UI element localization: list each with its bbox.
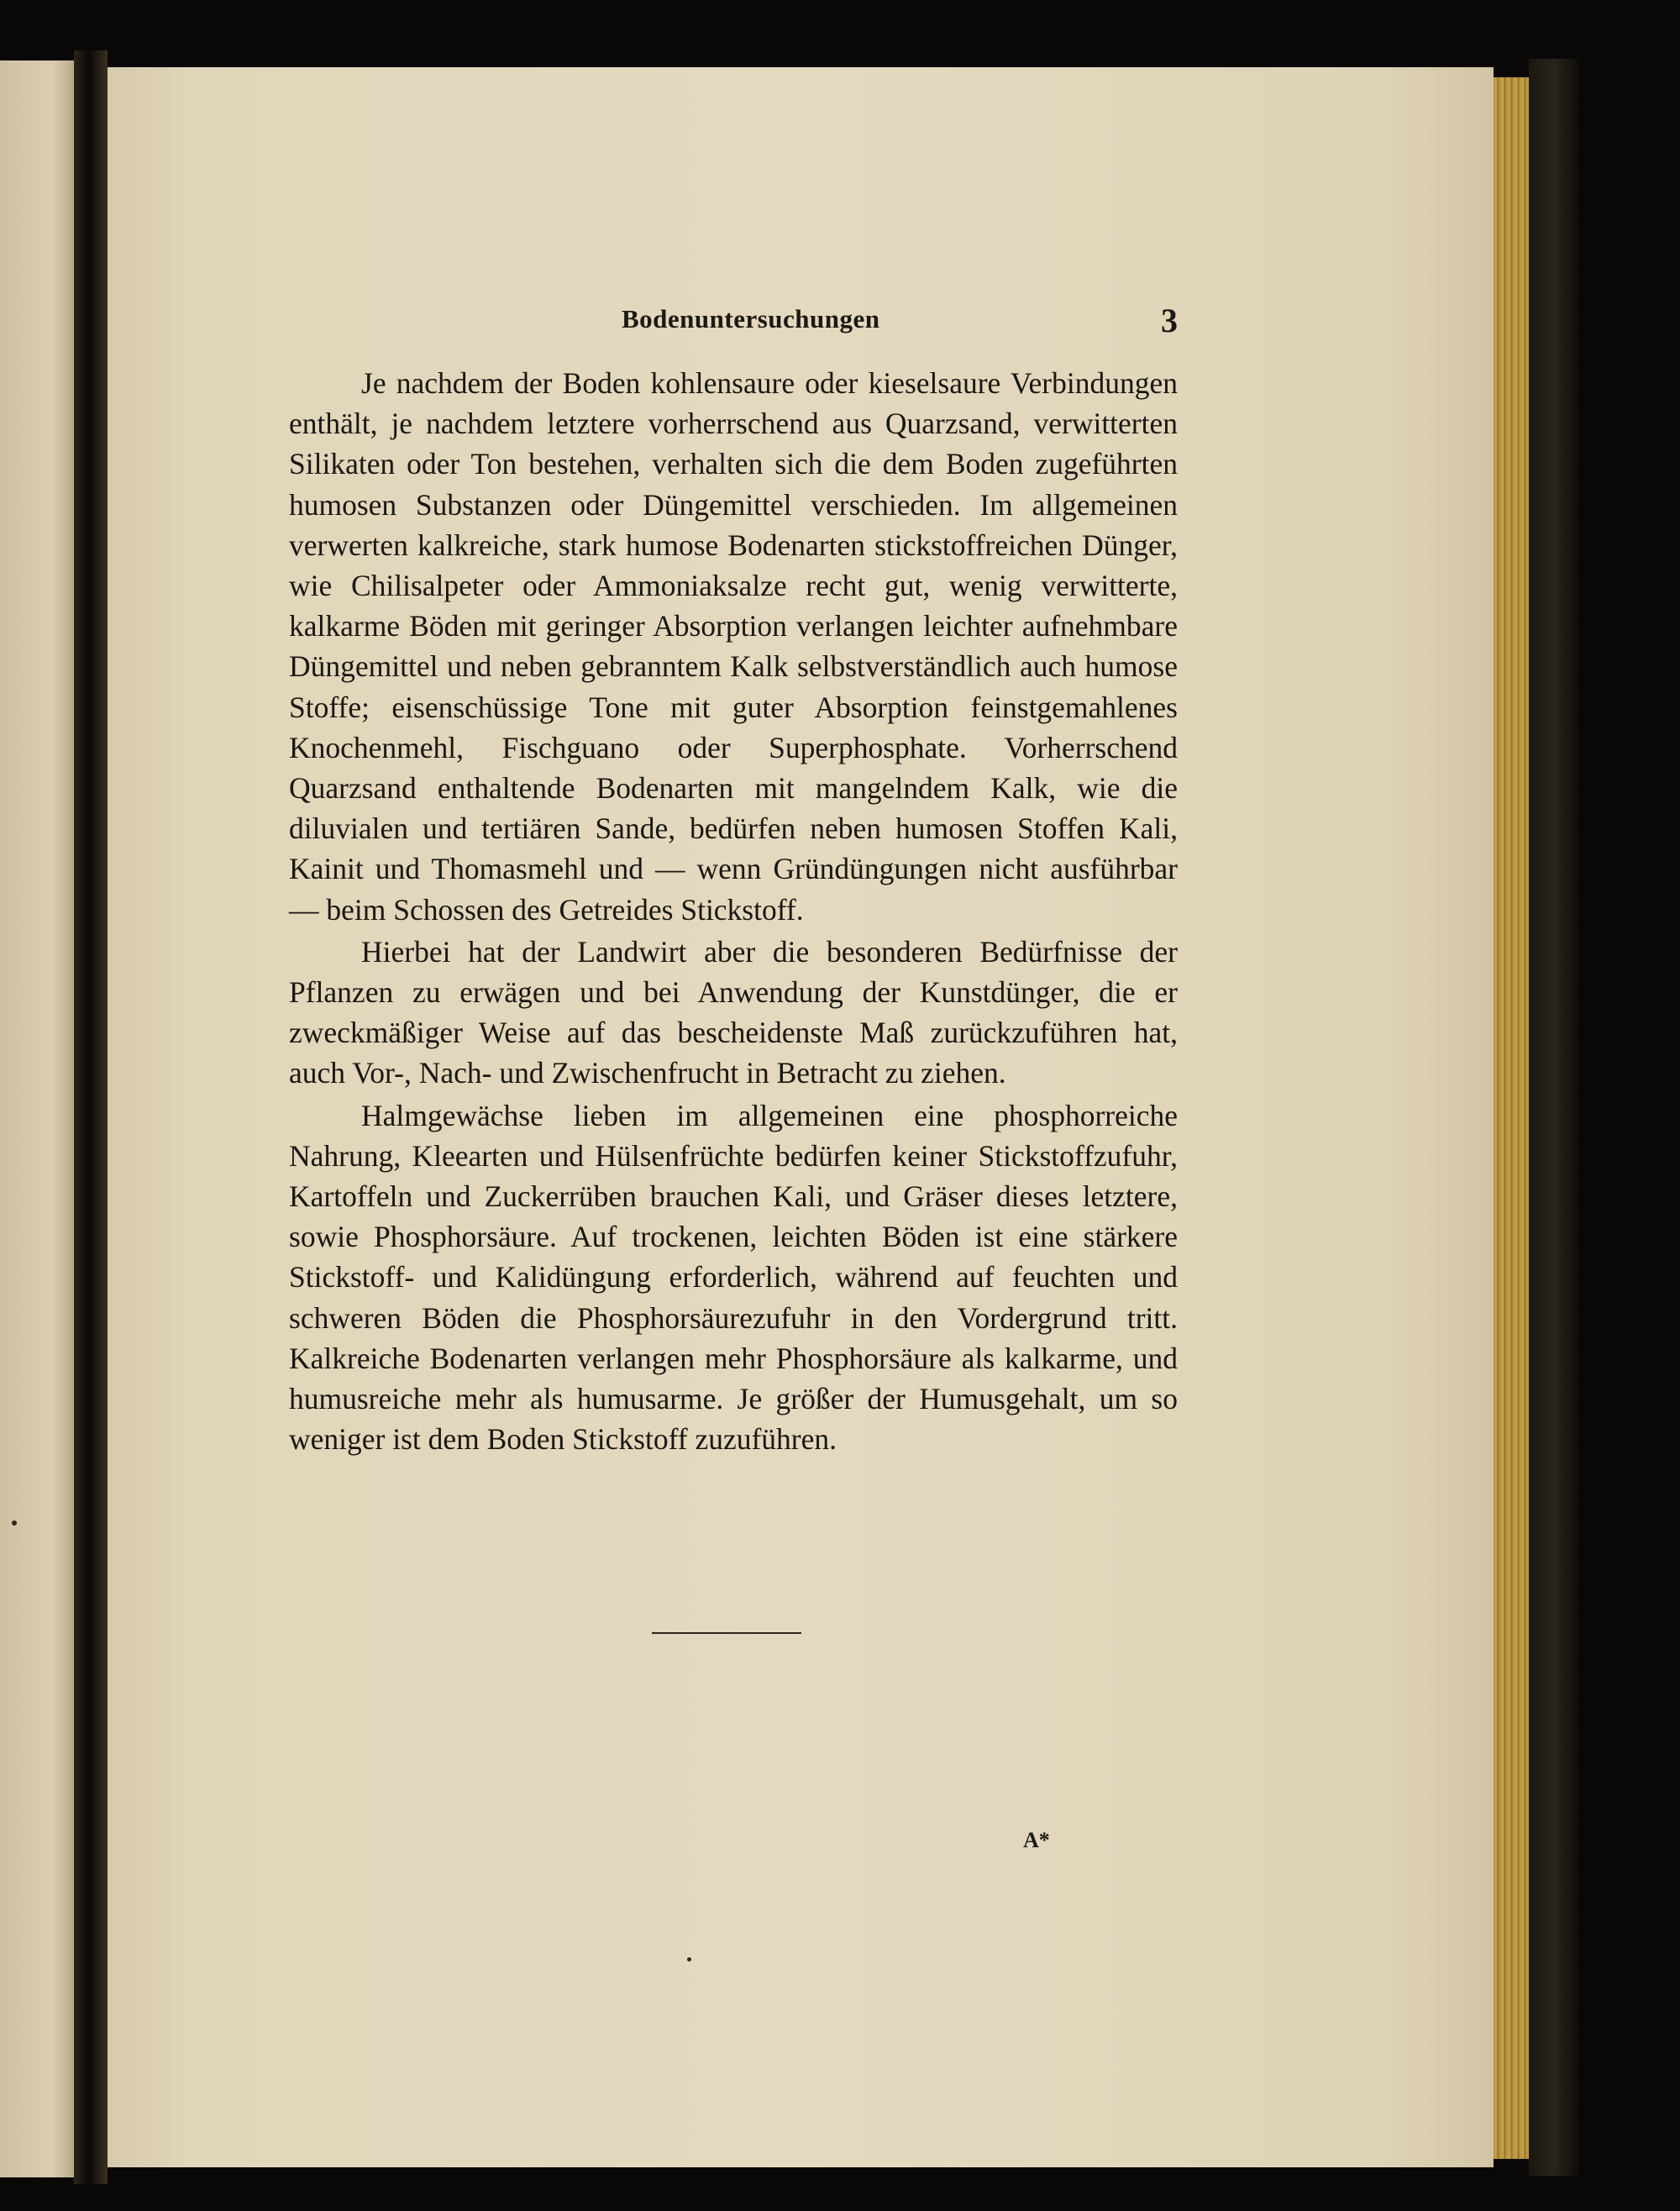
- paragraph-2: Hierbei hat der Landwirt aber die besonderen Bedürfnisse der Pflanzen zu erwägen und bei Anwendung der Kunstdünger, die er zweckmäßiger Weise auf das bescheidenste Maß zurückzuführen hat, auch Vor-, Nach- und Zwischenfrucht in Betracht zu ziehen.: [289, 934, 1178, 1090]
- paragraph-3: Halmgewächse lieben im allgemeinen eine phosphorreiche Nahrung, Kleearten und Hülsenfrüchte bedürfen keiner Stickstoffzufuhr, Kartoffeln und Zuckerrüben brauchen Kali, und Gräser dieses letztere, sowie Phosphorsäure. Auf trockenen, leichten Böden ist eine stärkere Stickstoff- und Kalidüngung erforderlich, während auf feuchten und schweren Böden die Phosphorsäurezufuhr in den Vordergrund tritt. Kalkreiche Bodenarten verlangen mehr Phosphorsäure als kalkarme, und humusreiche mehr als humusarme. Je größer der Humusgehalt, um so weniger ist dem Boden Stickstoff zuzuführen.: [289, 1098, 1178, 1457]
- book-cover-edge: [1529, 59, 1579, 2176]
- section-end-rule: [652, 1632, 801, 1634]
- paper-speck: [687, 1957, 691, 1962]
- book-gutter: [74, 50, 108, 2184]
- page-number: 3: [1161, 302, 1178, 339]
- running-head: Bodenuntersuchungen: [622, 304, 880, 333]
- body-text: [289, 363, 1178, 1461]
- paragraph-1: Je nachdem der Boden kohlensaure oder kieselsaure Verbindungen enthält, je nachdem letztere vorherrschend aus Quarzsand, verwitterten Silikaten oder Ton bestehen, verhalten sich die dem Boden zugeführten humosen Substanzen oder Düngemittel verschieden. Im allgemeinen verwerten kalkreiche, stark humose Bodenarten stickstoffreichen Dünger, wie Chilisalpeter oder Ammoniaksalze recht gut, wenig verwitterte, kalkarme Böden mit geringer Absorption verlangen leichter aufnehmbare Düngemittel und neben gebranntem Kalk selbstverständlich auch humose Stoffe; eisenschüssige Tone mit guter Absorption feinstgemahlenes Knochenmehl, Fischguano oder Superphosphate. Vorherrschend Quarzsand enthaltende Bodenarten mit mangelndem Kalk, wie die diluvialen und tertiären Sande, bedürfen neben humosen Stoffen Kali, Kainit und Thomasmehl und — wenn Gründüngungen nicht ausführbar — beim Schossen des Getreides Stickstoff.: [289, 366, 1178, 927]
- signature-mark: A*: [1023, 1828, 1050, 1852]
- gilt-page-edges: [1494, 77, 1529, 2159]
- margin-speck: [12, 1520, 17, 1526]
- page-header: [108, 304, 1494, 346]
- previous-page-edge: [0, 60, 74, 2177]
